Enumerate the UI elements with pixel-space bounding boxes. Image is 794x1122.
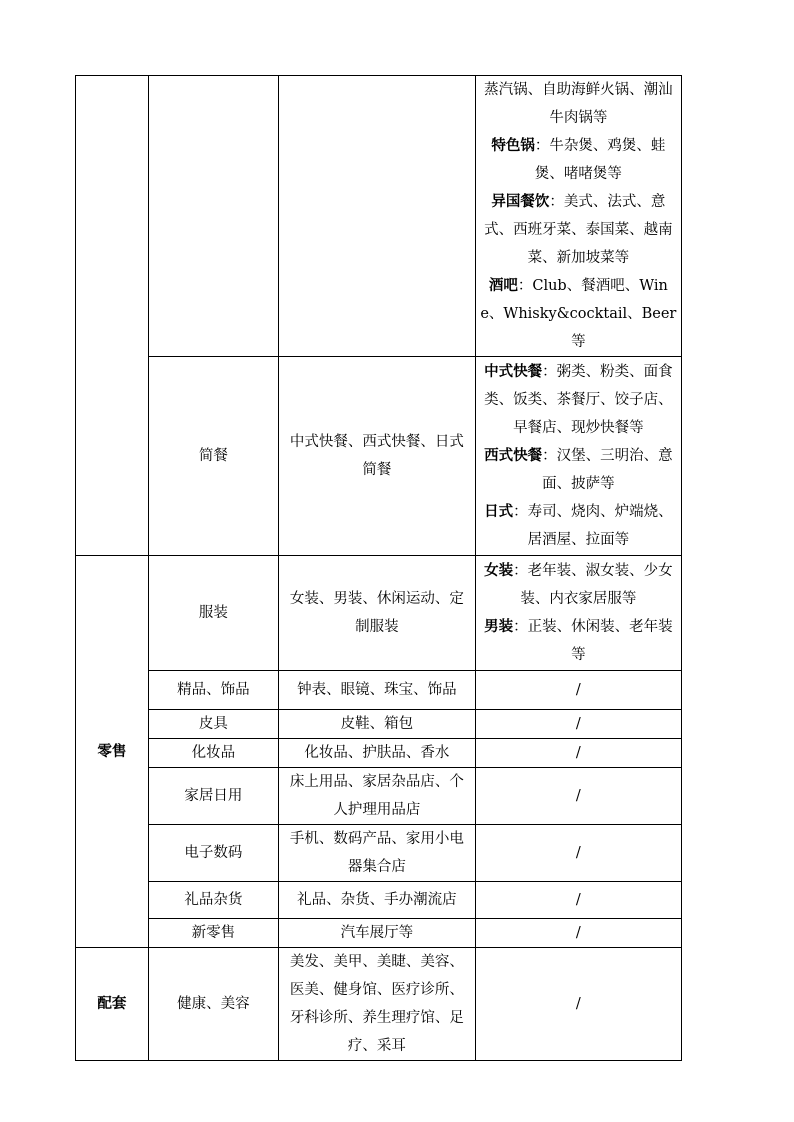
detail-cell <box>475 556 681 671</box>
scope-cell: 化妆品、护肤品、香水 <box>279 739 476 768</box>
category-cell-catering-continued <box>76 76 149 556</box>
detail-line: 男装：正装、休闲装、老年装等 <box>484 619 673 663</box>
subcategory-cell: 精品、饰品 <box>148 671 278 710</box>
scope-cell: 中式快餐、西式快餐、日式简餐 <box>279 357 476 556</box>
subcategory-cell: 电子数码 <box>148 825 278 882</box>
table-row <box>76 556 682 671</box>
detail-line: 蒸汽锅、自助海鲜火锅、潮汕牛肉锅等 <box>484 82 673 126</box>
scope-cell: 汽车展厅等 <box>279 919 476 948</box>
subcategory-cell: 化妆品 <box>148 739 278 768</box>
category-cell-retail: 零售 <box>76 556 149 948</box>
subcategory-cell: 新零售 <box>148 919 278 948</box>
scope-cell: 床上用品、家居杂品店、个人护理用品店 <box>279 768 476 825</box>
subcategory-cell: 家居日用 <box>148 768 278 825</box>
table-row <box>76 739 682 768</box>
subcategory-cell: 礼品杂货 <box>148 882 278 919</box>
table-row <box>76 76 682 357</box>
subcategory-cell-continued <box>148 76 278 357</box>
detail-cell: / <box>475 739 681 768</box>
business-format-table <box>75 75 682 1061</box>
detail-line: 特色锅：牛杂煲、鸡煲、蛙煲、啫啫煲等 <box>491 138 666 182</box>
table-row <box>76 671 682 710</box>
scope-cell: 皮鞋、箱包 <box>279 710 476 739</box>
scope-cell-continued <box>279 76 476 357</box>
table-row <box>76 710 682 739</box>
detail-cell: / <box>475 882 681 919</box>
detail-cell: / <box>475 948 681 1061</box>
table-row <box>76 948 682 1061</box>
detail-line: 日式：寿司、烧肉、炉端烧、居酒屋、拉面等 <box>484 504 673 548</box>
detail-cell: / <box>475 768 681 825</box>
detail-cell: / <box>475 919 681 948</box>
scope-cell: 钟表、眼镜、珠宝、饰品 <box>279 671 476 710</box>
table-row <box>76 768 682 825</box>
detail-cell: / <box>475 825 681 882</box>
detail-line: 酒吧：Club、餐酒吧、Wine、Whisky&cocktail、Beer等 <box>480 278 677 350</box>
detail-line: 异国餐饮：美式、法式、意式、西班牙菜、泰国菜、越南菜、新加坡菜等 <box>484 194 673 266</box>
detail-cell-continued <box>475 76 681 357</box>
scope-cell: 手机、数码产品、家用小电器集合店 <box>279 825 476 882</box>
subcategory-cell: 简餐 <box>148 357 278 556</box>
detail-line: 女装：老年装、淑女装、少女装、内衣家居服等 <box>484 563 673 607</box>
scope-cell: 礼品、杂货、手办潮流店 <box>279 882 476 919</box>
table-row <box>76 882 682 919</box>
detail-cell: / <box>475 710 681 739</box>
table-row <box>76 825 682 882</box>
detail-cell: / <box>475 671 681 710</box>
subcategory-cell: 皮具 <box>148 710 278 739</box>
table-row <box>76 357 682 556</box>
detail-line: 西式快餐：汉堡、三明治、意面、披萨等 <box>484 448 673 492</box>
subcategory-cell: 服装 <box>148 556 278 671</box>
scope-cell: 美发、美甲、美睫、美容、医美、健身馆、医疗诊所、牙科诊所、养生理疗馆、足疗、采耳 <box>279 948 476 1061</box>
category-cell-support: 配套 <box>76 948 149 1061</box>
detail-line: 中式快餐：粥类、粉类、面食类、饭类、茶餐厅、饺子店、早餐店、现炒快餐等 <box>484 364 673 436</box>
table-row <box>76 919 682 948</box>
scope-cell: 女装、男装、休闲运动、定制服装 <box>279 556 476 671</box>
detail-cell <box>475 357 681 556</box>
subcategory-cell: 健康、美容 <box>148 948 278 1061</box>
